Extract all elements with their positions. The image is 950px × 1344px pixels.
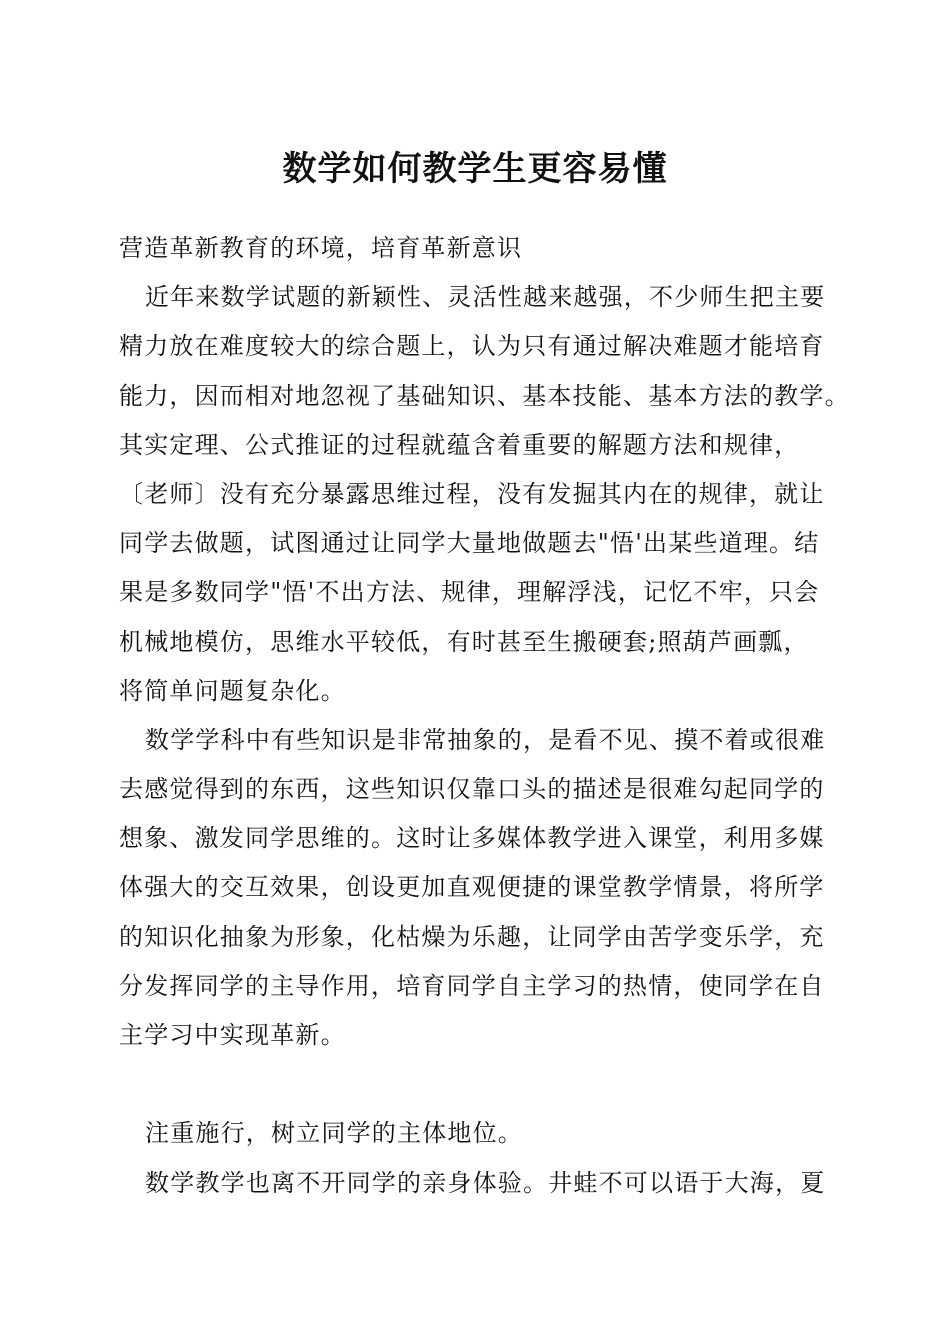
- paragraph-line: 机械地模仿，思维水平较低，有时甚至生搬硬套;照葫芦画瓢，: [119, 627, 809, 656]
- paragraph-spacer: [119, 1060, 835, 1109]
- paragraph-line: 主学习中实现革新。: [119, 1021, 346, 1049]
- paragraph-line: 想象、激发同学思维的。这时让多媒体教学进入课堂，利用多媒: [119, 824, 825, 853]
- paragraph-line: 数学教学也离不开同学的亲身体验。井蛙不可以语于大海，夏: [145, 1168, 826, 1197]
- paragraph-line: 同学去做题，试图通过让同学大量地做题去"悟'出某些道理。结: [119, 529, 820, 558]
- paragraph-line: 去感觉得到的东西，这些知识仅靠口头的描述是很难勾起同学的: [119, 775, 825, 804]
- paragraph-line: 将简单问题复杂化。: [119, 676, 346, 705]
- paragraph-line: 体强大的交互效果，创设更加直观便捷的课堂教学情景，将所学: [119, 873, 825, 902]
- paragraph-line: 能力，因而相对地忽视了基础知识、基本技能、基本方法的教学。: [119, 381, 850, 410]
- paragraph-line: 分发挥同学的主导作用，培育同学自主学习的热情，使同学在自: [119, 971, 825, 1000]
- section-heading: 注重施行，树立同学的主体地位。: [145, 1119, 523, 1148]
- document-body: [119, 224, 850, 1208]
- paragraph-line: 精力放在难度较大的综合题上，认为只有通过解决难题才能培育: [119, 332, 825, 361]
- paragraph-line: 数学学科中有些知识是非常抽象的，是看不见、摸不着或很难: [145, 725, 826, 754]
- paragraph-line: 近年来数学试题的新颖性、灵活性越来越强，不少师生把主要: [145, 283, 826, 312]
- paragraph-line: 其实定理、公式推证的过程就蕴含着重要的解题方法和规律，: [119, 430, 800, 459]
- section-heading: 营造革新教育的环境，培育革新意识: [119, 234, 523, 262]
- document-title: 数学如何教学生更容易懂: [282, 149, 668, 189]
- paragraph-line: 的知识化抽象为形象，化枯燥为乐趣，让同学由苦学变乐学，充: [119, 922, 825, 951]
- paragraph-line: 果是多数同学"悟'不出方法、规律，理解浮浅，记忆不牢，只会: [119, 578, 820, 607]
- paragraph-line: 〔老师〕没有充分暴露思维过程，没有发掘其内在的规律，就让: [119, 479, 825, 508]
